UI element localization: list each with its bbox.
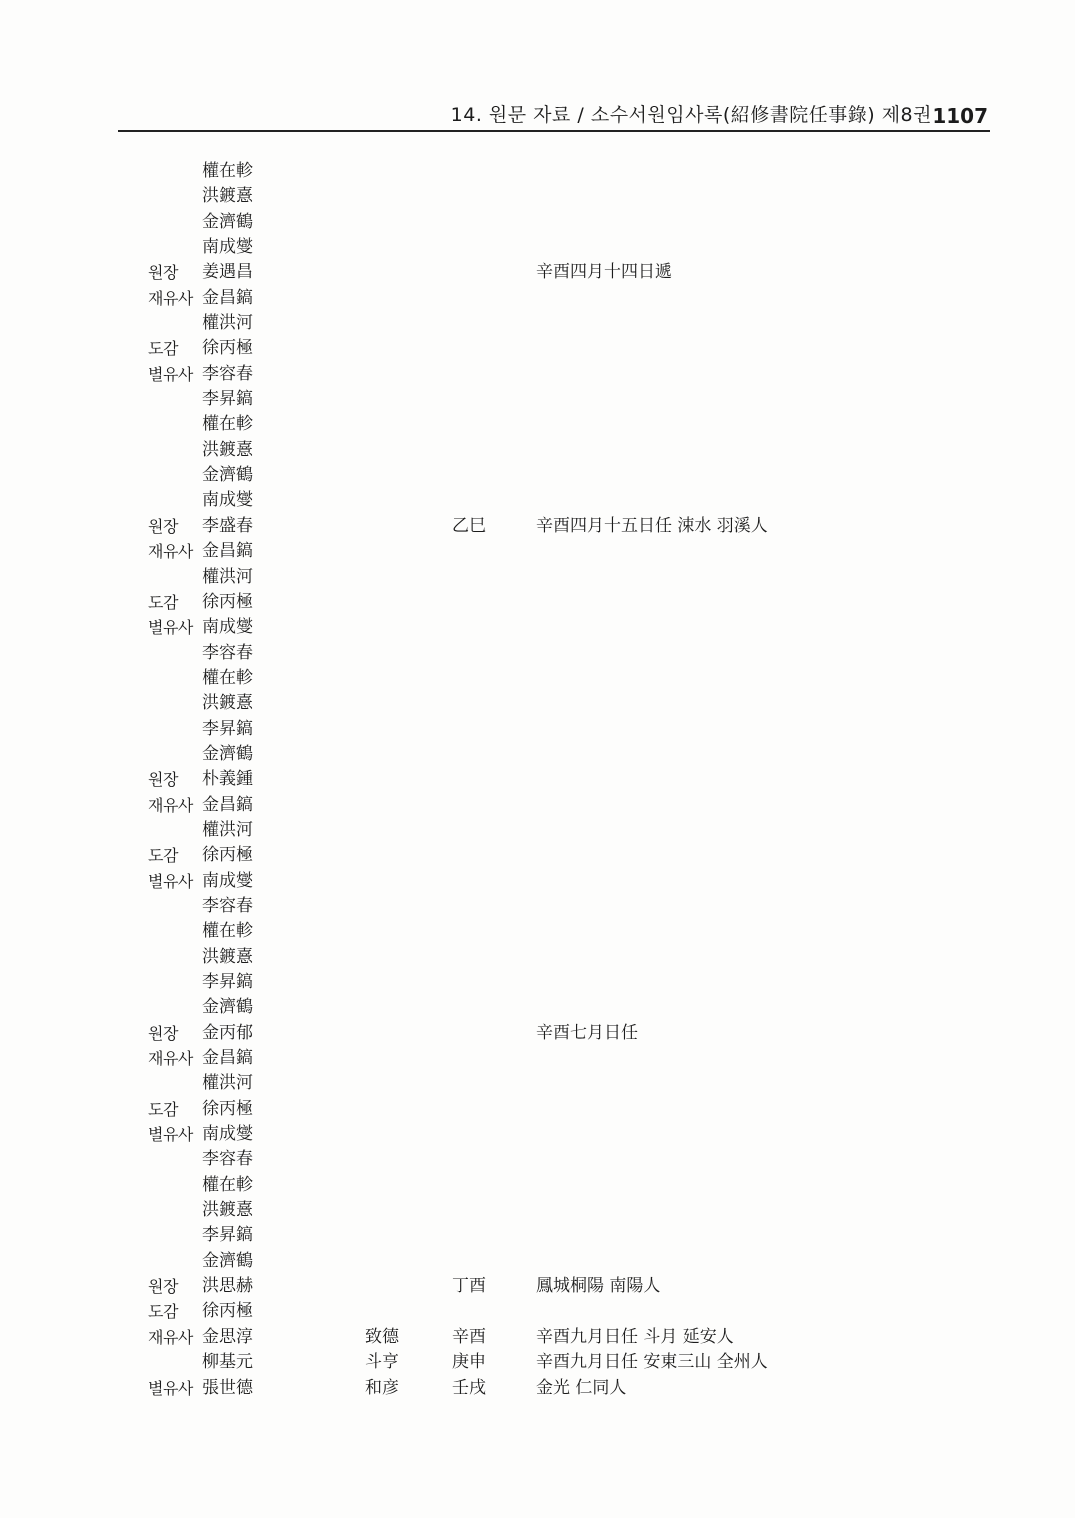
person-name: 金濟鶴 xyxy=(202,1250,253,1271)
person-name: 柳基元 xyxy=(202,1352,253,1373)
record-row xyxy=(0,159,1075,184)
record-row xyxy=(0,818,1075,843)
record-row xyxy=(0,945,1075,970)
birth-year: 壬戌 xyxy=(452,1377,486,1398)
person-name: 李昇鎬 xyxy=(202,972,253,992)
person-name: 李盛春 xyxy=(202,515,253,536)
record-row xyxy=(0,235,1075,260)
person-name: 金昌鎬 xyxy=(202,541,253,562)
record-row xyxy=(0,793,1075,818)
person-name: 金濟鶴 xyxy=(202,465,253,486)
person-name: 金濟鶴 xyxy=(202,743,253,764)
record-row xyxy=(0,488,1075,513)
record-row xyxy=(0,1147,1075,1172)
record-row xyxy=(0,843,1075,868)
position-title: 도감 xyxy=(148,592,178,612)
person-name: 洪鍍憙 xyxy=(202,693,253,714)
record-row xyxy=(0,1249,1075,1274)
appointment-note: 金光 仁同人 xyxy=(536,1377,627,1398)
record-row xyxy=(0,970,1075,995)
person-name: 李昇鎬 xyxy=(202,718,253,739)
courtesy-name: 和彦 xyxy=(365,1377,399,1398)
person-name: 徐丙極 xyxy=(202,1098,253,1119)
record-row xyxy=(0,615,1075,640)
record-row xyxy=(0,1299,1075,1324)
page-header xyxy=(118,96,990,132)
person-name: 金濟鶴 xyxy=(202,211,253,232)
record-row xyxy=(0,590,1075,615)
person-name: 權在軫 xyxy=(202,161,253,181)
record-row xyxy=(0,1325,1075,1350)
person-name: 洪鍍憙 xyxy=(202,946,253,967)
person-name: 李昇鎬 xyxy=(202,389,253,410)
appointment-note: 辛酉九月日任 安東三山 全州人 xyxy=(536,1352,768,1373)
record-row xyxy=(0,210,1075,235)
person-name: 徐丙極 xyxy=(202,1301,253,1322)
position-title: 재유사 xyxy=(148,1327,193,1347)
position-title: 원장 xyxy=(148,263,178,283)
position-title: 원장 xyxy=(148,1277,178,1297)
person-name: 李容春 xyxy=(202,642,253,663)
record-row xyxy=(0,767,1075,792)
person-name: 南成燮 xyxy=(202,1124,253,1145)
person-name: 權在軫 xyxy=(202,667,253,688)
record-row xyxy=(0,539,1075,564)
record-row xyxy=(0,1097,1075,1122)
person-name: 洪鍍憙 xyxy=(202,186,253,207)
person-name: 南成燮 xyxy=(202,617,253,638)
birth-year: 丁酉 xyxy=(452,1276,486,1297)
record-row xyxy=(0,691,1075,716)
appointment-note: 辛酉四月十四日遞 xyxy=(536,262,672,283)
position-title: 원장 xyxy=(148,1023,178,1043)
position-title: 별유사 xyxy=(148,1125,193,1145)
person-name: 金濟鶴 xyxy=(202,997,253,1018)
record-row xyxy=(0,514,1075,539)
record-row xyxy=(0,412,1075,437)
person-name: 徐丙極 xyxy=(202,845,253,866)
position-title: 도감 xyxy=(148,1099,178,1119)
record-row xyxy=(0,1122,1075,1147)
appointment-note: 鳳城桐陽 南陽人 xyxy=(536,1276,661,1297)
record-row xyxy=(0,1173,1075,1198)
record-row xyxy=(0,1046,1075,1071)
person-name: 權在軫 xyxy=(202,414,253,435)
person-name: 朴義鍾 xyxy=(202,769,253,790)
appointment-note: 辛酉七月日任 xyxy=(536,1022,638,1043)
courtesy-name: 斗亨 xyxy=(365,1352,399,1373)
person-name: 李容春 xyxy=(202,363,253,384)
person-name: 洪思赫 xyxy=(202,1276,253,1297)
record-row xyxy=(0,1350,1075,1375)
record-row xyxy=(0,919,1075,944)
position-title: 별유사 xyxy=(148,364,193,384)
person-name: 權在軫 xyxy=(202,1174,253,1195)
record-row xyxy=(0,1274,1075,1299)
person-name: 李容春 xyxy=(202,895,253,916)
person-name: 張世德 xyxy=(202,1377,253,1398)
record-row xyxy=(0,387,1075,412)
birth-year: 辛酉 xyxy=(452,1326,486,1347)
person-name: 南成燮 xyxy=(202,490,253,511)
position-title: 재유사 xyxy=(148,542,193,562)
person-name: 權在軫 xyxy=(202,921,253,942)
record-row xyxy=(0,742,1075,767)
record-row xyxy=(0,1376,1075,1401)
person-name: 洪鍍憙 xyxy=(202,1200,253,1221)
record-row xyxy=(0,869,1075,894)
record-row xyxy=(0,463,1075,488)
person-name: 洪鍍憙 xyxy=(202,439,253,460)
record-row xyxy=(0,311,1075,336)
person-name: 姜遇昌 xyxy=(202,262,253,283)
position-title: 도감 xyxy=(148,339,178,359)
record-row xyxy=(0,717,1075,742)
record-list xyxy=(0,159,1075,1401)
position-title: 별유사 xyxy=(148,618,193,638)
person-name: 金思淳 xyxy=(202,1326,253,1347)
record-row xyxy=(0,1223,1075,1248)
person-name: 徐丙極 xyxy=(202,591,253,612)
record-row xyxy=(0,1071,1075,1096)
courtesy-name: 致德 xyxy=(365,1326,399,1347)
person-name: 南成燮 xyxy=(202,870,253,891)
person-name: 南成燮 xyxy=(202,237,253,258)
person-name: 徐丙極 xyxy=(202,338,253,359)
position-title: 원장 xyxy=(148,516,178,536)
person-name: 權洪河 xyxy=(202,1073,253,1094)
birth-year: 乙巳 xyxy=(452,515,486,536)
record-row xyxy=(0,995,1075,1020)
person-name: 權洪河 xyxy=(202,313,253,334)
position-title: 도감 xyxy=(148,846,178,866)
record-row xyxy=(0,438,1075,463)
position-title: 별유사 xyxy=(148,1378,193,1398)
appointment-note: 辛酉九月日任 斗月 延安人 xyxy=(536,1326,734,1347)
person-name: 權洪河 xyxy=(202,566,253,587)
position-title: 별유사 xyxy=(148,871,193,891)
record-row xyxy=(0,184,1075,209)
position-title: 원장 xyxy=(148,770,178,790)
page-number: 1107 xyxy=(932,104,988,128)
position-title: 재유사 xyxy=(148,1049,193,1069)
position-title: 도감 xyxy=(148,1302,178,1322)
record-row xyxy=(0,894,1075,919)
record-row xyxy=(0,1198,1075,1223)
appointment-note: 辛酉四月十五日任 涑水 羽溪人 xyxy=(536,515,768,536)
person-name: 金昌鎬 xyxy=(202,794,253,815)
record-row xyxy=(0,260,1075,285)
birth-year: 庚申 xyxy=(452,1352,486,1373)
person-name: 金丙郁 xyxy=(202,1022,253,1043)
record-row xyxy=(0,362,1075,387)
position-title: 재유사 xyxy=(148,288,193,308)
record-row xyxy=(0,336,1075,361)
record-row xyxy=(0,1021,1075,1046)
position-title: 재유사 xyxy=(148,795,193,815)
person-name: 權洪河 xyxy=(202,819,253,840)
person-name: 李容春 xyxy=(202,1149,253,1170)
person-name: 金昌鎬 xyxy=(202,287,253,308)
record-row xyxy=(0,641,1075,666)
person-name: 李昇鎬 xyxy=(202,1225,253,1246)
header-title: 14. 원문 자료 / 소수서원임사록(紹修書院任事錄) 제8권 xyxy=(450,104,932,126)
person-name: 金昌鎬 xyxy=(202,1048,253,1069)
record-row xyxy=(0,666,1075,691)
record-row xyxy=(0,286,1075,311)
record-row xyxy=(0,565,1075,590)
